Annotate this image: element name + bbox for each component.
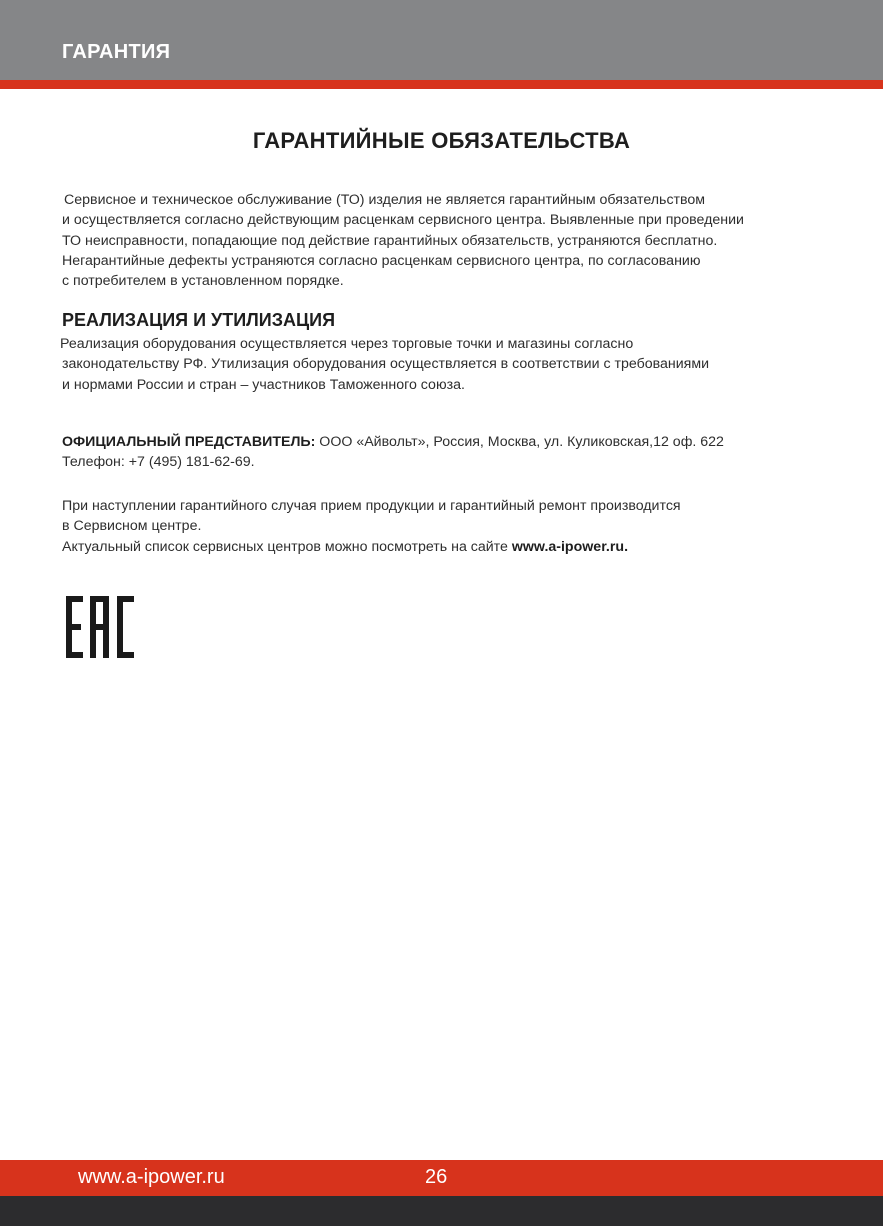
eac-e-middle (66, 624, 81, 630)
representative-block (62, 432, 724, 473)
service-centers-text: Актуальный список сервисных центров можно посмотреть на сайте (62, 538, 512, 555)
paragraph-line: При наступлении гарантийного случая прием продукции и гарантийный ремонт производится (62, 498, 681, 514)
paragraph-line: законодательству РФ. Утилизация оборудования осуществляется в соответствии с требованиями (62, 356, 710, 373)
footer-dark-strip (0, 1196, 883, 1226)
paragraph-line: в Сервисном центре. (62, 518, 202, 535)
page-header (0, 0, 883, 80)
header-accent-stripe (0, 80, 883, 89)
eac-e-top (66, 596, 83, 602)
paragraph-line: с потребителем в установленном порядке. (62, 273, 344, 290)
eac-a-bar (90, 624, 109, 630)
service-centers-line (62, 537, 681, 557)
paragraph-line: ТО неисправности, попадающие под действие гарантийных обязательств, устраняются бесплатно. (62, 232, 718, 249)
eac-e-bottom (66, 652, 83, 658)
website-link[interactable]: www.a-ipower.ru. (511, 538, 629, 555)
representative-address: ООО «Айвольт», Россия, Москва, ул. Куликовская,12 оф. 622 (315, 434, 724, 450)
representative-label: ОФИЦИАЛЬНЫЙ ПРЕДСТАВИТЕЛЬ: (62, 434, 316, 450)
sales-disposal-paragraph (60, 334, 709, 395)
page-number: 26 (425, 1166, 448, 1188)
section-title: ГАРАНТИЯ (62, 41, 171, 63)
paragraph-line: Сервисное и техническое обслуживание (ТО) изделия не является гарантийным обязательством (64, 192, 706, 208)
eac-a-top (90, 596, 109, 602)
sales-disposal-heading: РЕАЛИЗАЦИЯ И УТИЛИЗАЦИЯ (62, 310, 336, 330)
paragraph-line: Реализация оборудования осуществляется через торговые точки и магазины согласно (60, 336, 634, 352)
paragraph-line: и нормами России и стран – участников Таможенного союза. (62, 376, 465, 393)
page-title: ГАРАНТИЙНЫЕ ОБЯЗАТЕЛЬСТВА (252, 128, 631, 153)
service-paragraph (62, 190, 744, 291)
paragraph-line: и осуществляется согласно действующим расценкам сервисного центра. Выявленные при проведении (62, 212, 744, 229)
eac-c-bottom (117, 652, 134, 658)
eac-c-top (117, 596, 134, 602)
eac-certification-icon (66, 596, 136, 658)
warranty-case-paragraph (62, 496, 681, 557)
paragraph-line: Негарантийные дефекты устраняются согласно расценкам сервисного центра, по согласованию (62, 252, 701, 269)
representative-line (62, 432, 724, 452)
eac-c-stem (117, 596, 123, 658)
representative-phone: Телефон: +7 (495) 181-62-69. (62, 454, 255, 471)
footer-website[interactable]: www.a-ipower.ru (78, 1166, 225, 1188)
